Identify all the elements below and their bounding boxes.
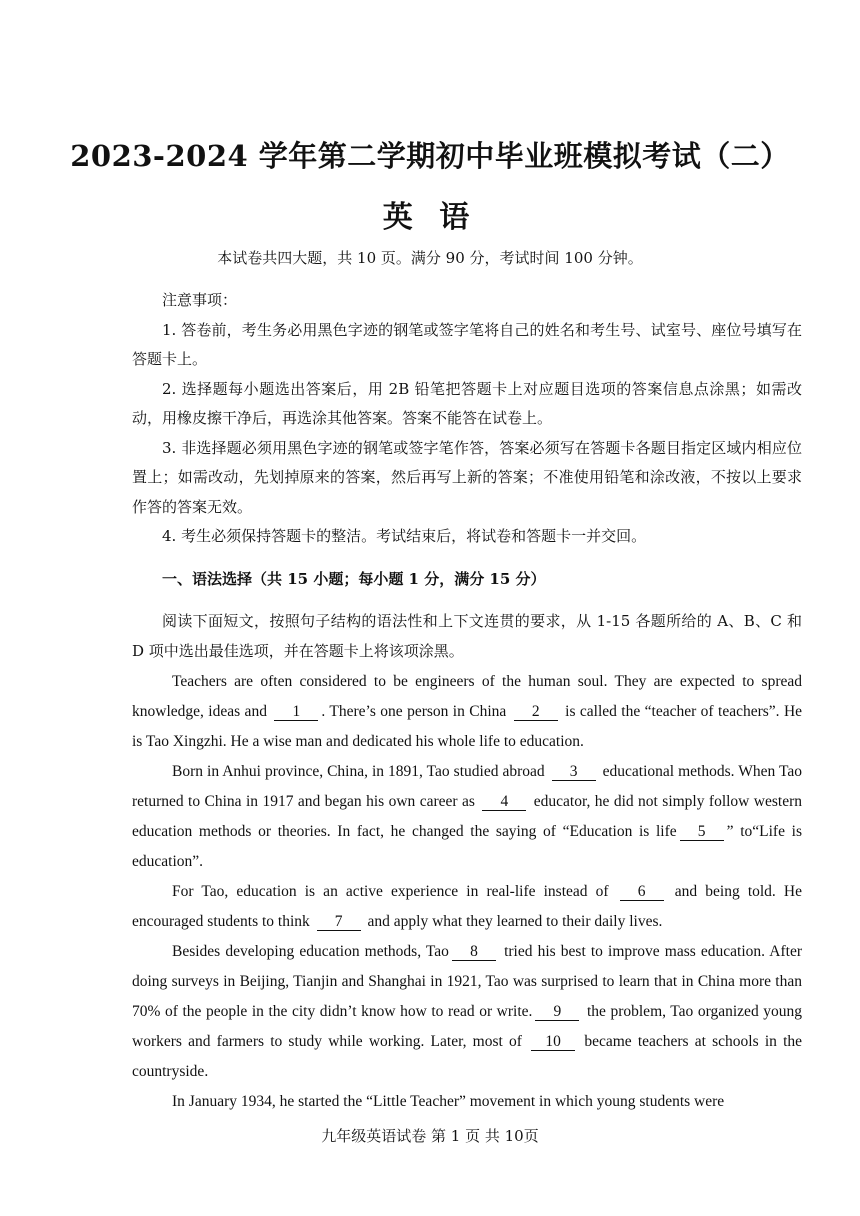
- passage-text: became teachers at schools in the countryside.: [132, 1033, 803, 1080]
- blank-10: 10: [531, 1034, 575, 1051]
- exam-title: 2023-2024 学年第二学期初中毕业班模拟考试（二）: [70, 139, 790, 173]
- note-item-3: 3. 非选择题必须用黑色字迹的钢笔或签字笔作答，答案必须写在答题卡各题目指定区域内相应位置上；如需改动，先划掉原来的答案，然后再写上新的答案；不准使用铅笔和涂改液，不按以上要求作答的答案无效。: [132, 438, 802, 516]
- section-instructions: [132, 606, 802, 666]
- blank-4: 4: [482, 794, 526, 811]
- passage-text: In January 1934, he started the “Little Teacher” movement in which young students were: [172, 1093, 725, 1110]
- reading-passage: [132, 667, 802, 1117]
- exam-summary: 本试卷共四大题，共 10 页。满分 90 分，考试时间 100 分钟。: [217, 249, 643, 267]
- blank-7: 7: [317, 914, 361, 931]
- passage-paragraph-3: [132, 877, 802, 937]
- passage-text: educational methods. When Tao returned to China in 1917 and began his own career as: [132, 763, 802, 810]
- passage-paragraph-4: [132, 937, 802, 1087]
- subject-title: 英 语: [382, 200, 478, 235]
- passage-text: . There’s one person in China: [321, 703, 507, 720]
- note-item-4: 4. 考生必须保持答题卡的整洁。考试结束后，将试卷和答题卡一并交回。: [162, 527, 647, 545]
- section-heading: 一、语法选择（共 15 小题；每小题 1 分，满分 15 分）: [162, 570, 546, 588]
- passage-text: tried his best to improve mass education. After doing surveys in Beijing, Tianjin and Shanghai in 1921, Tao was surprised to learn that in China more than 70% of the people in the city didn’t know how to read or write.: [132, 943, 803, 1020]
- passage-text: educator, he did not simply follow western education methods or theories. In fact, he changed the saying of “Education is life: [132, 793, 802, 840]
- page-footer: 九年级英语试卷 第 1 页 共 10页: [321, 1127, 539, 1145]
- passage-paragraph-5: [132, 1087, 802, 1117]
- passage-text: the problem, Tao organized young workers and farmers to study while working. Later, most of: [132, 1003, 803, 1050]
- note-item-2: 2. 选择题每小题选出答案后，用 2B 铅笔把答题卡上对应题目选项的答案信息点涂黑；如需改动，用橡皮擦干净后，再选涂其他答案。答案不能答在试卷上。: [132, 379, 802, 427]
- blank-1: 1: [274, 704, 318, 721]
- passage-text: ” to“Life is education”.: [132, 823, 802, 870]
- blank-8: 8: [452, 944, 496, 961]
- passage-paragraph-1: [132, 667, 802, 757]
- note-item-1: 1. 答卷前，考生务必用黑色字迹的钢笔或签字笔将自己的姓名和考生号、试室号、座位号填写在答题卡上。: [132, 320, 802, 368]
- instructions-text: 阅读下面短文，按照句子结构的语法性和上下文连贯的要求，从 1-15 各题所给的 A、B、C 和 D 项中选出最佳选项，并在答题卡上将该项涂黑。: [132, 612, 802, 660]
- passage-text: Born in Anhui province, China, in 1891, Tao studied abroad: [172, 763, 545, 780]
- passage-text: Teachers are often considered to be engineers of the human soul. They are expected to spread knowledge, ideas and: [132, 673, 802, 720]
- passage-text: is called the “teacher of teachers”. He is Tao Xingzhi. He a wise man and dedicated his whole life to education.: [132, 703, 803, 750]
- blank-3: 3: [552, 764, 596, 781]
- passage-text: For Tao, education is an active experience in real-life instead of: [172, 883, 609, 900]
- notes-heading: 注意事项：: [162, 291, 238, 309]
- passage-paragraph-2: [132, 757, 802, 877]
- blank-2: 2: [514, 704, 558, 721]
- blank-5: 5: [680, 824, 724, 841]
- notes-block: [132, 286, 802, 552]
- passage-text: Besides developing education methods, Tao: [172, 943, 449, 960]
- blank-9: 9: [535, 1004, 579, 1021]
- passage-text: and being told. He encouraged students to think: [132, 883, 802, 930]
- passage-text: and apply what they learned to their daily lives.: [367, 913, 663, 930]
- blank-6: 6: [620, 884, 664, 901]
